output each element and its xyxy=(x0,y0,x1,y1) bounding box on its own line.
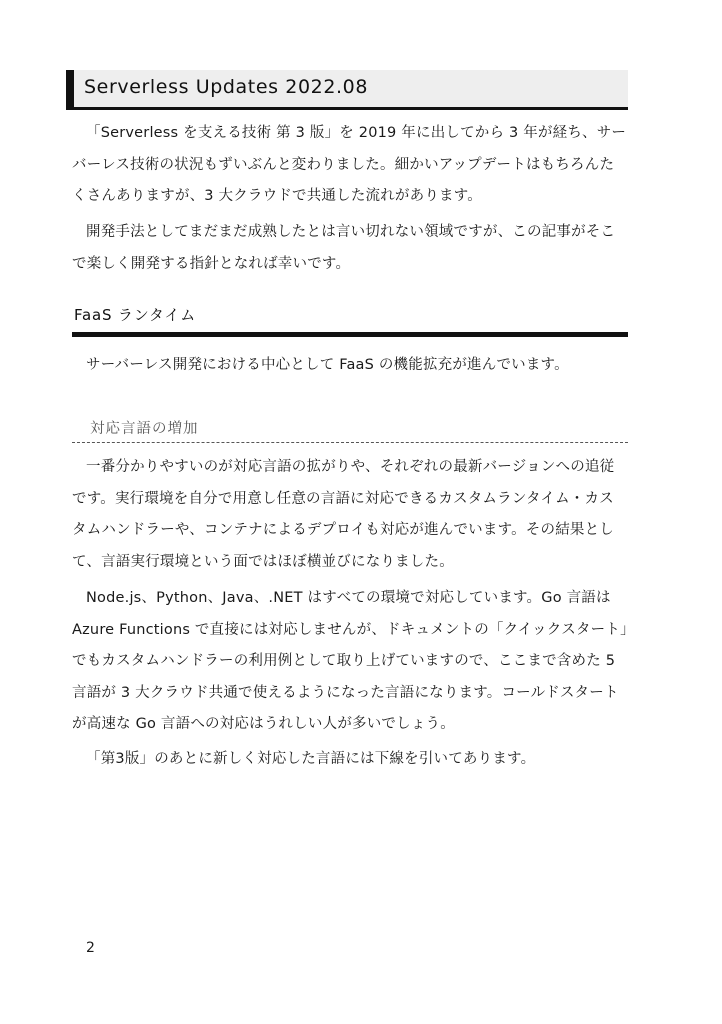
subsection-heading-text: 対応言語の増加 xyxy=(90,421,199,437)
section-heading-text: FaaS ランタイム xyxy=(74,306,197,324)
section-heading xyxy=(72,304,628,337)
subsection-paragraph-2: Node.js、Python、Java、.NET はすべての環境で対応しています。Go 言語は Azure Functions で直接には対応しませんが、ドキュメントの「クイックスタート」でもカスタムハンドラーの利用例として取り上げていますので、ここまで含めた 5 言語が 3 大クラウド共通で使えるようになった言語になります。コールドスタートが高速な Go 言語への対応はうれしい人が多いでしょう。 xyxy=(72,590,628,732)
chapter-title: Serverless Updates 2022.08 xyxy=(84,76,369,98)
subsection-paragraph-3: 「第3版」のあとに新しく対応した言語には下線を引いてあります。 xyxy=(86,751,536,767)
chapter-title-bar xyxy=(66,70,628,110)
intro-paragraph-1: 「Serverless を支える技術 第 3 版」を 2019 年に出してから 3 年が経ち、サーバーレス技術の状況もずいぶんと変わりました。細かいアップデートはもちろんたくさんありますが、3 大クラウドで共通した流れがあります。 xyxy=(72,125,627,204)
subsection-heading xyxy=(72,416,628,443)
title-accent-block xyxy=(66,70,74,107)
page-number: 2 xyxy=(86,940,95,956)
intro-paragraph-2: 開発手法としてまだまだ成熟したとは言い切れない領域ですが、この記事がそこで楽しく開発する指針となれば幸いです。 xyxy=(72,224,616,272)
subsection-paragraph-1: 一番分かりやすいのが対応言語の拡がりや、それぞれの最新バージョンへの追従です。実行環境を自分で用意し任意の言語に対応できるカスタムランタイム・カスタムハンドラーや、コンテナによるデプロイも対応が進んでいます。その結果として、言語実行環境という面ではほぼ横並びになりました。 xyxy=(72,459,615,570)
section-paragraph: サーバーレス開発における中心として FaaS の機能拡充が進んでいます。 xyxy=(86,357,569,373)
